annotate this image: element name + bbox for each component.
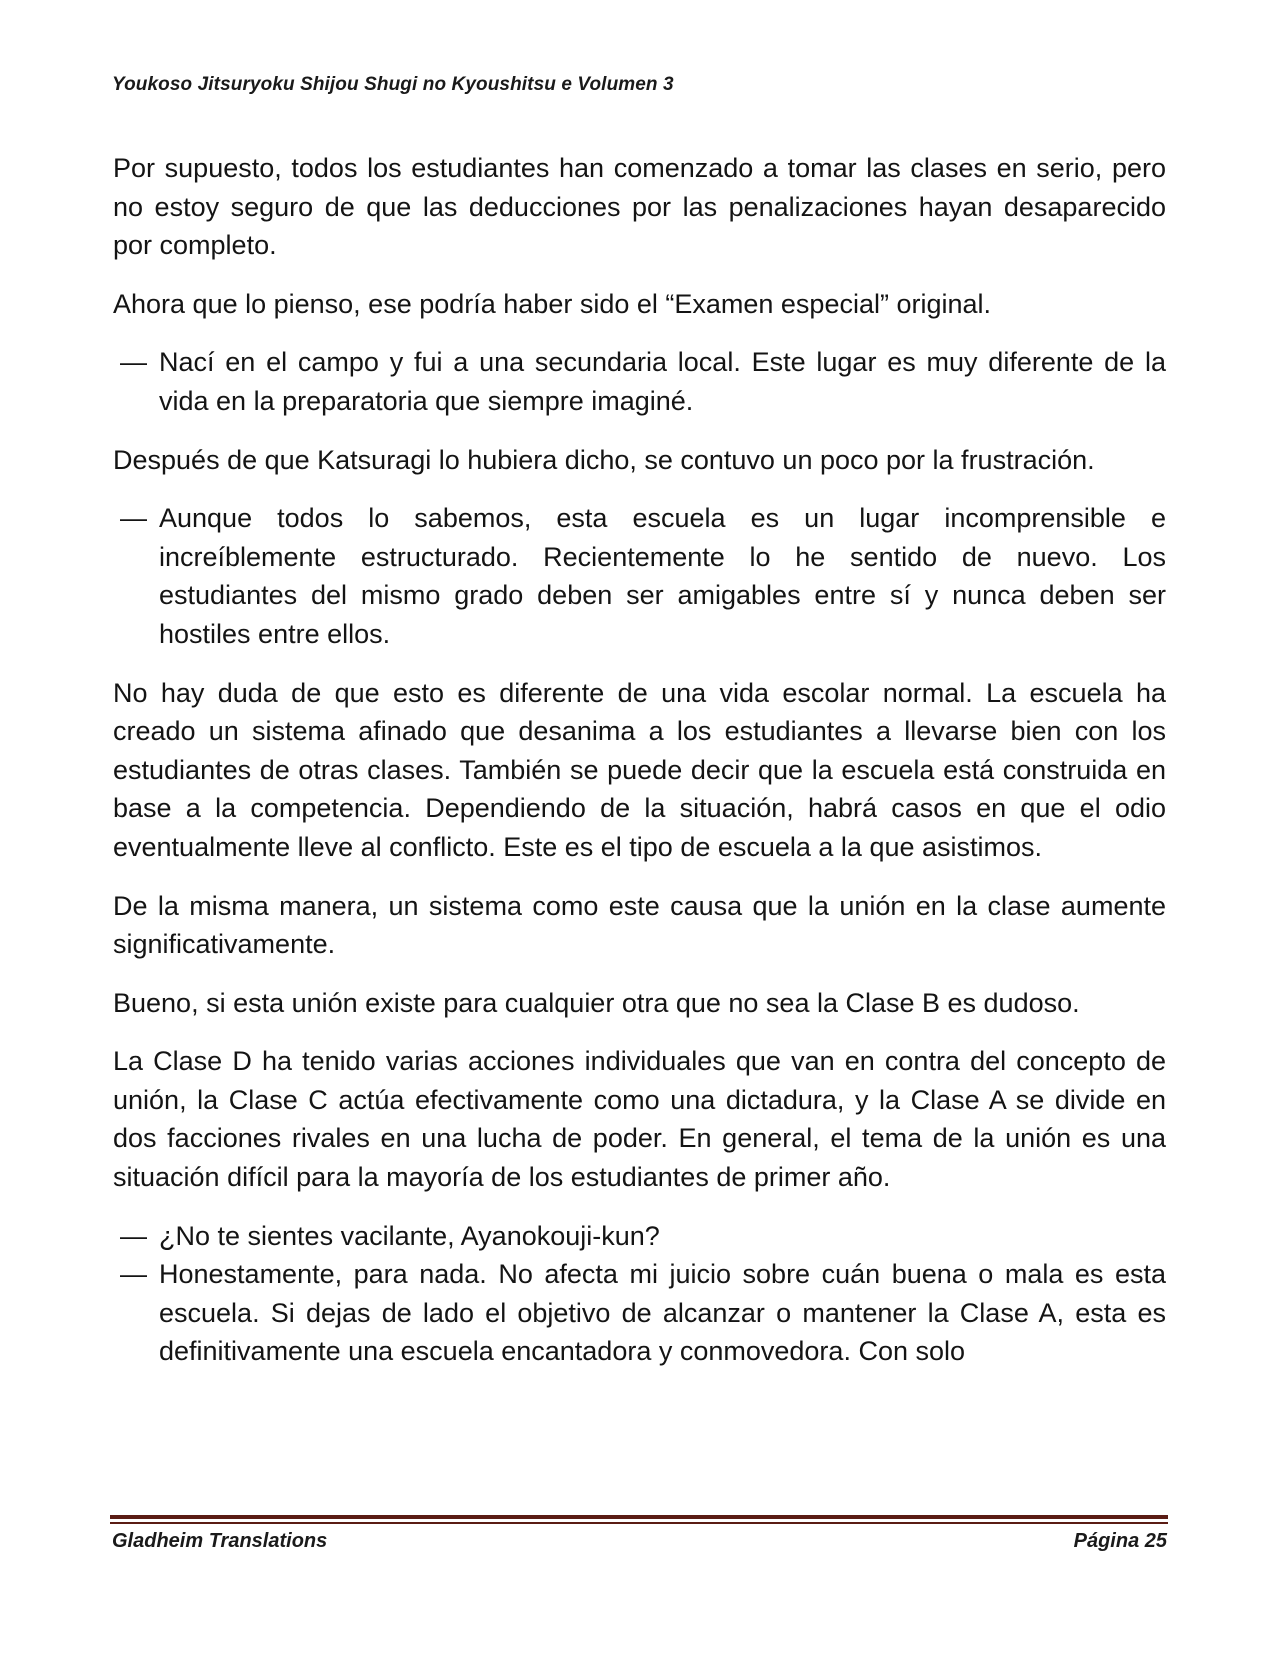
paragraph: Después de que Katsuragi lo hubiera dicho, se contuvo un poco por la frustración. xyxy=(113,444,1095,475)
em-dash: — xyxy=(120,1220,147,1251)
em-dash: — xyxy=(120,347,147,378)
dialogue-line xyxy=(113,343,1166,420)
paragraph: De la misma manera, un sistema como este causa que la unión en la clase aumente significativamente. xyxy=(113,890,1166,960)
dialogue-text: Nací en el campo y fui a una secundaria local. Este lugar es muy diferente de la vida en la preparatoria que siempre imaginé. xyxy=(159,347,1166,416)
paragraph: No hay duda de que esto es diferente de una vida escolar normal. La escuela ha creado un sistema afinado que desanima a los estudiantes a llevarse bien con los estudiantes de otras clases. También se puede decir que la escuela está construida en base a la competencia. Dependiendo de la situación, habrá casos en que el odio eventualmente lleve al conflicto. Este es el tipo de escuela a la que asistimos. xyxy=(113,677,1166,862)
em-dash: — xyxy=(120,1259,147,1290)
running-header: Youkoso Jitsuryoku Shijou Shugi no Kyoushitsu e Volumen 3 xyxy=(112,74,674,95)
dialogue-line xyxy=(113,1217,1166,1256)
dialogue-text: Aunque todos lo sabemos, esta escuela es un lugar incomprensible e increíblemente estructurado. Recientemente lo he sentido de nuevo. Los estudiantes del mismo grado deben ser amigables entre sí y nunca deben ser hostiles entre ellos. xyxy=(159,503,1166,649)
page-body xyxy=(113,149,1166,1391)
footer-credit: Gladheim Translations xyxy=(112,1530,328,1552)
dialogue-line xyxy=(113,499,1166,653)
dialogue-text: ¿No te sientes vacilante, Ayanokouji-kun? xyxy=(159,1220,660,1251)
footer-divider xyxy=(110,1515,1168,1524)
page-number: Página 25 xyxy=(1073,1530,1167,1552)
paragraph: La Clase D ha tenido varias acciones individuales que van en contra del concepto de unión, la Clase C actúa efectivamente como una dictadura, y la Clase A se divide en dos facciones rivales en una lucha de poder. En general, el tema de la unión es una situación difícil para la mayoría de los estudiantes de primer año. xyxy=(113,1046,1166,1193)
paragraph: Ahora que lo pienso, ese podría haber sido el “Examen especial” original. xyxy=(113,288,992,319)
dialogue-line xyxy=(113,1255,1166,1371)
paragraph: Bueno, si esta unión existe para cualquier otra que no sea la Clase B es dudoso. xyxy=(113,987,1080,1018)
em-dash: — xyxy=(120,503,147,534)
paragraph: Por supuesto, todos los estudiantes han comenzado a tomar las clases en serio, pero no estoy seguro de que las deducciones por las penalizaciones hayan desaparecido por completo. xyxy=(113,153,1166,261)
dialogue-text: Honestamente, para nada. No afecta mi juicio sobre cuán buena o mala es esta escuela. Si dejas de lado el objetivo de alcanzar o mantener la Clase A, esta es definitivamente una escuela encantadora y conmovedora. Con solo xyxy=(159,1259,1166,1367)
